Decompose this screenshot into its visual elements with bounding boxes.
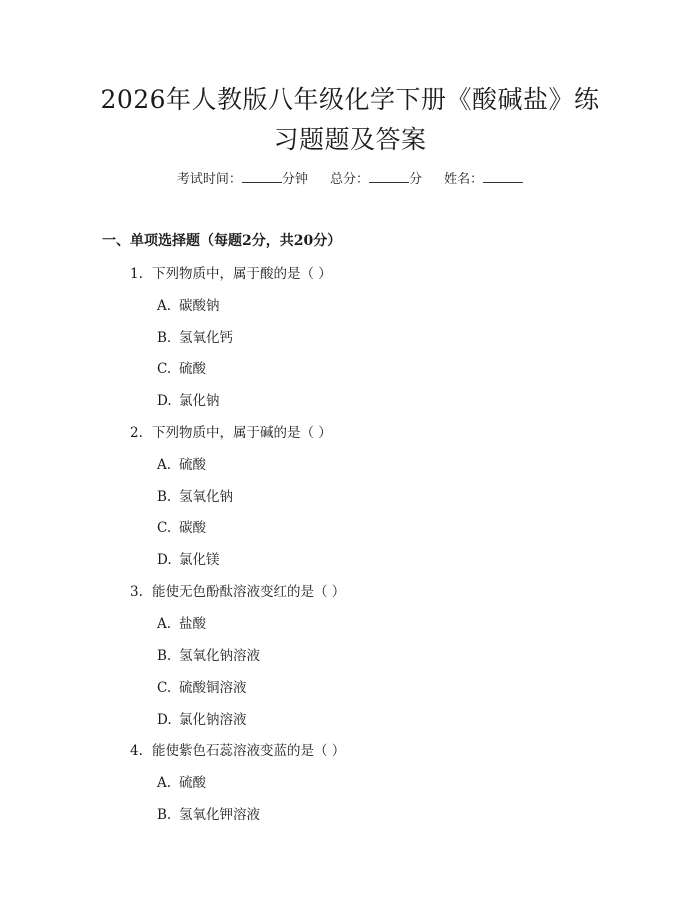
q2-option-b: [157, 485, 233, 505]
q3-option-d: [157, 708, 247, 728]
option-letter: C.: [157, 520, 172, 536]
option-letter: A.: [157, 775, 172, 791]
q1-option-c: [157, 357, 206, 377]
title-line-1: 2026年人教版八年级化学下册《酸碱盐》练: [100, 85, 600, 114]
option-text: 硫酸铜溶液: [179, 680, 247, 696]
title-line-2: 习题题及答案: [273, 125, 427, 154]
total-score-unit: 分: [409, 172, 423, 187]
question-text: 下列物质中，属于碱的是（ ）: [152, 425, 332, 441]
option-text: 盐酸: [179, 616, 206, 632]
student-name-label: 姓名：: [444, 172, 484, 187]
option-text: 硫酸: [179, 775, 206, 791]
option-text: 氯化钠: [179, 393, 220, 409]
option-text: 碳酸钠: [179, 298, 220, 314]
question-2: [130, 421, 332, 441]
section-heading: 一、单项选择题（每题2分，共20分）: [102, 233, 342, 249]
q2-option-c: [157, 516, 206, 536]
exam-meta: [0, 168, 700, 187]
option-text: 氢氧化钾溶液: [179, 807, 260, 823]
option-letter: C.: [157, 361, 172, 377]
exam-time-unit: 分钟: [281, 172, 308, 187]
option-letter: B.: [157, 489, 172, 505]
option-letter: D.: [157, 712, 172, 728]
q3-option-c: [157, 676, 247, 696]
total-score-field: [330, 172, 426, 187]
total-score-blank: [369, 170, 409, 183]
q1-option-b: [157, 326, 233, 346]
option-letter: D.: [157, 393, 172, 409]
option-text: 碳酸: [179, 520, 206, 536]
q4-option-a: [157, 771, 206, 791]
exam-time-label: 考试时间：: [176, 172, 242, 187]
option-letter: A.: [157, 298, 172, 314]
option-text: 氢氧化钠: [179, 489, 233, 505]
question-text: 下列物质中，属于酸的是（ ）: [152, 266, 332, 282]
option-text: 氢氧化钙: [179, 330, 233, 346]
question-text: 能使紫色石蕊溶液变蓝的是（ ）: [152, 743, 346, 759]
question-1: [130, 262, 332, 282]
student-name-blank: [483, 170, 523, 183]
option-letter: A.: [157, 616, 172, 632]
q3-option-a: [157, 612, 206, 632]
q1-option-a: [157, 294, 220, 314]
question-number: 4.: [130, 743, 143, 759]
option-letter: C.: [157, 680, 172, 696]
option-text: 氢氧化钠溶液: [179, 648, 260, 664]
option-text: 氯化镁: [179, 552, 220, 568]
option-letter: D.: [157, 552, 172, 568]
total-score-label: 总分：: [329, 172, 369, 187]
q2-option-d: [157, 548, 220, 568]
option-text: 氯化钠溶液: [179, 712, 247, 728]
question-number: 1.: [130, 266, 143, 282]
q4-option-b: [157, 803, 260, 823]
option-text: 硫酸: [179, 457, 206, 473]
question-text: 能使无色酚酞溶液变红的是（ ）: [152, 584, 346, 600]
student-name-field: [444, 172, 523, 187]
option-letter: B.: [157, 648, 172, 664]
q2-option-a: [157, 453, 206, 473]
question-4: [130, 739, 345, 759]
option-text: 硫酸: [179, 361, 206, 377]
document-title: [60, 80, 640, 160]
option-letter: A.: [157, 457, 172, 473]
question-3: [130, 580, 345, 600]
q1-option-d: [157, 389, 220, 409]
question-number: 2.: [130, 425, 143, 441]
q3-option-b: [157, 644, 260, 664]
question-number: 3.: [130, 584, 143, 600]
exam-time-blank: [242, 170, 282, 183]
option-letter: B.: [157, 807, 172, 823]
exam-time-field: [177, 172, 312, 187]
option-letter: B.: [157, 330, 172, 346]
